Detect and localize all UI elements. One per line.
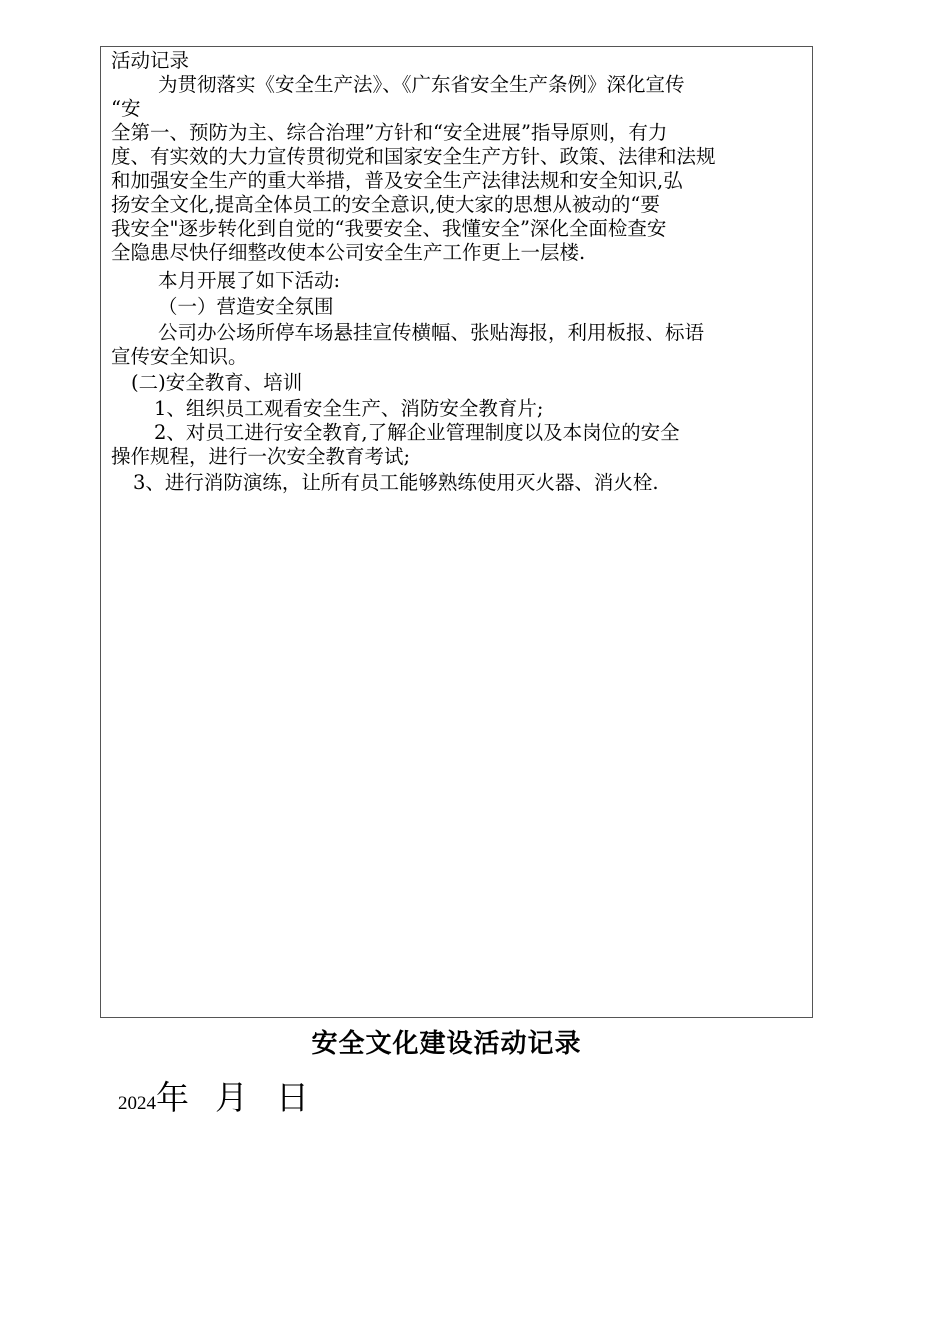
record-line: 本月开展了如下活动:	[158, 269, 341, 292]
record-line: 1、组织员工观看安全生产、消防安全教育片;	[154, 397, 544, 420]
record-line: 我安全"逐步转化到自觉的“我要安全、我懂安全”深化全面检查安	[111, 217, 667, 240]
record-line: 宣传安全知识。	[111, 345, 248, 368]
record-line: “安	[111, 97, 141, 120]
record-heading: 活动记录	[111, 49, 190, 72]
record-line: 公司办公场所停车场悬挂宣传横幅、张贴海报，利用板报、标语	[158, 321, 705, 344]
record-line: 3、进行消防演练，让所有员工能够熟练使用灭火器、消火栓.	[133, 471, 659, 494]
record-line: 扬安全文化,提高全体员工的安全意识,使大家的思想从被动的“要	[111, 193, 660, 216]
document-title: 安全文化建设活动记录	[311, 1029, 582, 1059]
record-line: 2、对员工进行安全教育,了解企业管理制度以及本岗位的安全	[154, 421, 680, 444]
record-line: 操作规程，进行一次安全教育考试;	[111, 445, 411, 468]
record-line: 全隐患尽快仔细整改使本公司安全生产工作更上一层楼.	[111, 241, 586, 264]
date-line	[118, 1072, 309, 1116]
activity-record-box	[100, 46, 813, 1018]
record-line: 为贯彻落实《安全生产法》、《广东省安全生产条例》深化宣传	[158, 73, 685, 96]
record-line: (二)安全教育、培训	[131, 371, 303, 394]
record-line: 度、有实效的大力宣传贯彻党和国家安全生产方针、政策、法律和法规	[111, 145, 716, 168]
month-label: 月	[215, 1078, 248, 1117]
record-line: 和加强安全生产的重大举措，普及安全生产法律法规和安全知识,弘	[111, 169, 683, 192]
date-fields	[156, 1078, 309, 1117]
day-label: 日	[276, 1078, 309, 1117]
record-line: （一）营造安全氛围	[158, 295, 334, 318]
year-label: 年	[156, 1078, 189, 1117]
date-year: 2024	[118, 1093, 156, 1114]
record-line: 全第一、预防为主、综合治理”方针和“安全进展”指导原则，有力	[111, 121, 668, 144]
